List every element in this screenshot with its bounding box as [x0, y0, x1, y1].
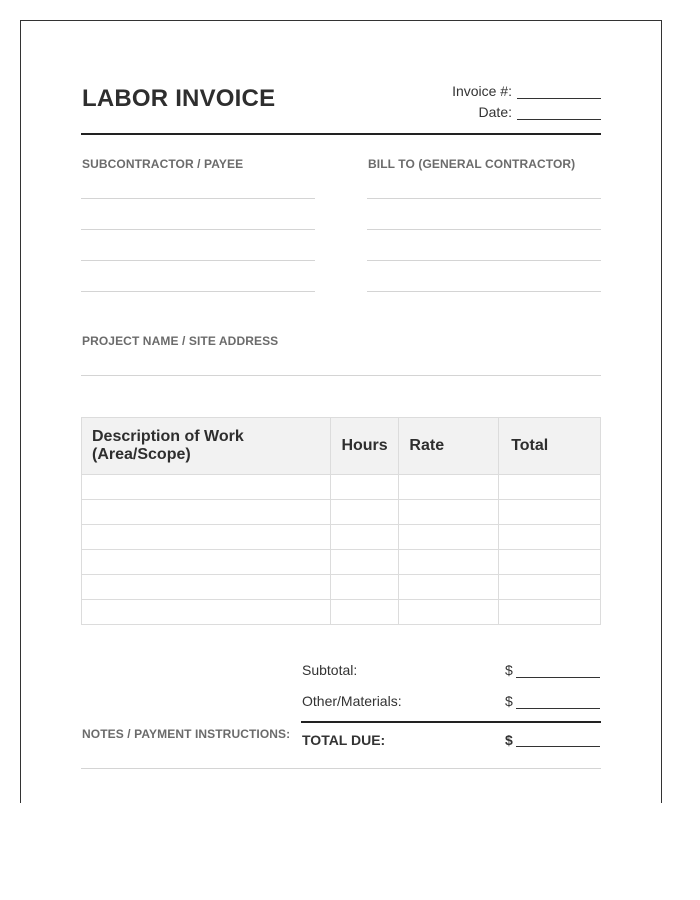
invoice-date-field[interactable]: [517, 105, 601, 120]
table-row: [82, 525, 601, 550]
total-due-label: TOTAL DUE:: [302, 732, 386, 748]
totals-divider: [301, 721, 601, 723]
total-due-currency: $: [505, 732, 513, 748]
invoice-title: LABOR INVOICE: [82, 85, 276, 112]
invoice-number-row: [452, 83, 601, 99]
rate-cell[interactable]: [399, 600, 499, 625]
bill-to-line-2[interactable]: [367, 229, 601, 230]
bill-to-label: BILL TO (GENERAL CONTRACTOR): [368, 157, 576, 171]
hours-cell[interactable]: [331, 475, 399, 500]
bill-to-line-3[interactable]: [367, 260, 601, 261]
table-row: [82, 600, 601, 625]
other-materials-label: Other/Materials:: [302, 693, 402, 709]
payee-line-2[interactable]: [81, 229, 315, 230]
column-rate: Rate: [399, 418, 499, 475]
table-row: [82, 500, 601, 525]
other-materials-field[interactable]: [516, 694, 600, 709]
description-cell[interactable]: [82, 600, 331, 625]
subtotal-label: Subtotal:: [302, 662, 358, 678]
table-row: [82, 475, 601, 500]
total-cell[interactable]: [499, 600, 601, 625]
work-table: [81, 417, 601, 625]
project-line[interactable]: [81, 375, 601, 376]
notes-label: NOTES / PAYMENT INSTRUCTIONS:: [82, 727, 291, 741]
total-cell[interactable]: [499, 550, 601, 575]
column-total: Total: [499, 418, 601, 475]
other-materials-currency: $: [505, 693, 513, 709]
total-due-field[interactable]: [516, 732, 600, 747]
column-hours: Hours: [331, 418, 399, 475]
payee-label: SUBCONTRACTOR / PAYEE: [82, 157, 244, 171]
rate-cell[interactable]: [399, 575, 499, 600]
header-divider: [81, 133, 601, 135]
rate-cell[interactable]: [399, 525, 499, 550]
description-cell[interactable]: [82, 550, 331, 575]
hours-cell[interactable]: [331, 550, 399, 575]
payee-line-4[interactable]: [81, 291, 315, 292]
hours-cell[interactable]: [331, 575, 399, 600]
notes-line[interactable]: [81, 768, 601, 769]
bill-to-line-4[interactable]: [367, 291, 601, 292]
payee-line-1[interactable]: [81, 198, 315, 199]
bill-to-line-1[interactable]: [367, 198, 601, 199]
table-row: [82, 550, 601, 575]
total-cell[interactable]: [499, 525, 601, 550]
description-cell[interactable]: [82, 500, 331, 525]
total-cell[interactable]: [499, 575, 601, 600]
table-header-row: [82, 418, 601, 475]
total-cell[interactable]: [499, 500, 601, 525]
hours-cell[interactable]: [331, 525, 399, 550]
payee-line-3[interactable]: [81, 260, 315, 261]
rate-cell[interactable]: [399, 500, 499, 525]
description-cell[interactable]: [82, 575, 331, 600]
description-cell[interactable]: [82, 525, 331, 550]
hours-cell[interactable]: [331, 500, 399, 525]
project-label: PROJECT NAME / SITE ADDRESS: [82, 334, 279, 348]
description-cell[interactable]: [82, 475, 331, 500]
subtotal-currency: $: [505, 662, 513, 678]
total-cell[interactable]: [499, 475, 601, 500]
rate-cell[interactable]: [399, 550, 499, 575]
invoice-sheet: [20, 20, 662, 803]
invoice-number-field[interactable]: [517, 84, 601, 99]
hours-cell[interactable]: [331, 600, 399, 625]
invoice-number-label: Invoice #:: [452, 83, 512, 99]
rate-cell[interactable]: [399, 475, 499, 500]
subtotal-field[interactable]: [516, 663, 600, 678]
table-row: [82, 575, 601, 600]
column-description: Description of Work (Area/Scope): [82, 418, 331, 475]
invoice-date-label: Date:: [478, 104, 512, 120]
invoice-date-row: [479, 104, 601, 120]
